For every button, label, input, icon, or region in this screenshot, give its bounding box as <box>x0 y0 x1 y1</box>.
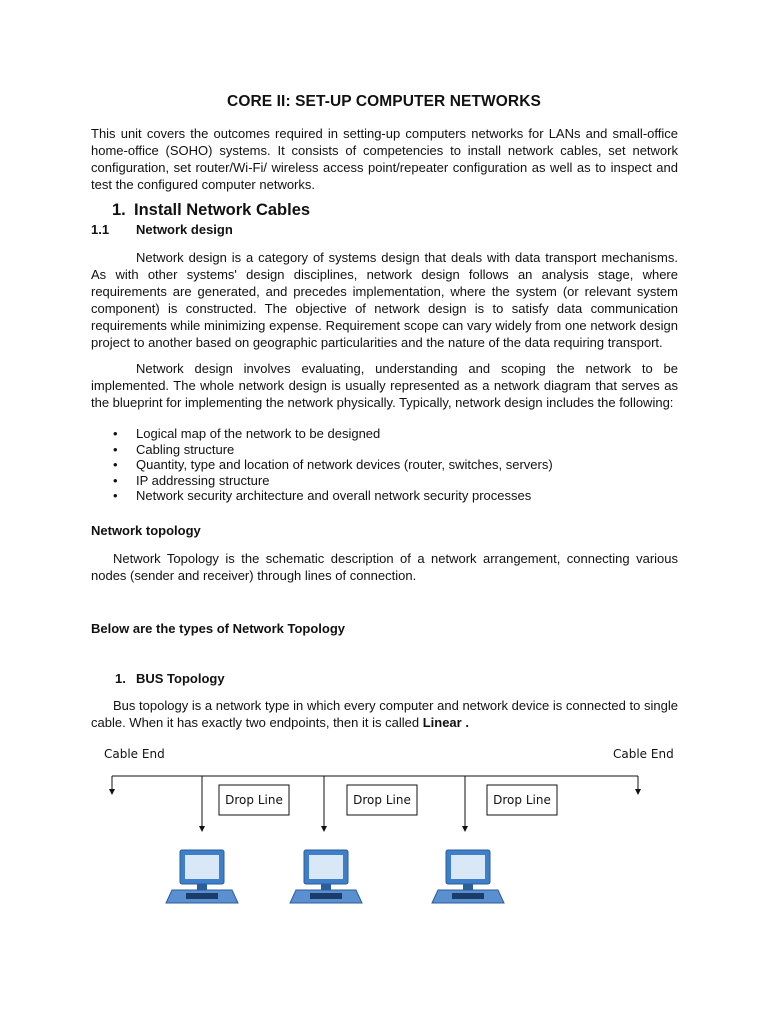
types-heading: Below are the types of Network Topology <box>91 621 346 636</box>
section-heading <box>112 201 310 220</box>
bus-linear-term: Linear . <box>422 715 469 730</box>
bus-heading <box>115 671 225 686</box>
subsection-title: Network design <box>136 222 233 237</box>
bus-title: BUS Topology <box>136 671 225 686</box>
drop-line-label: Drop Line <box>353 793 411 807</box>
list-item: • IP addressing structure <box>113 473 553 489</box>
section-number: 1. <box>112 201 126 219</box>
section-title: Install Network Cables <box>134 201 311 219</box>
drop-line-label: Drop Line <box>225 793 283 807</box>
drop-line-label: Drop Line <box>493 793 551 807</box>
topology-paragraph: Network Topology is the schematic description of a network arrangement, connecting various nodes (sender and receiver) through lines of connection. <box>91 551 678 583</box>
list-item: • Cabling structure <box>113 442 553 458</box>
computer-icon <box>290 850 362 903</box>
list-item: • Network security architecture and overall network security processes <box>113 488 553 504</box>
design-paragraph-1: Network design is a category of systems design that deals with data transport mechanisms. As with other systems' design disciplines, network design follows an analysis stage, where requirements are generated, and precedes implementation, where the system (or relevant system component) is constructed. The objective of network design is to satisfy data communication requirements while minimizing expense. Requirement scope can vary widely from one network design project to another based on geographic particularities and the nature of the data requiring transport. <box>91 250 678 350</box>
bus-text: Bus topology is a network type in which every computer and network device is connected to single cable. When it has exactly two endpoints, then it is called <box>91 698 678 730</box>
subsection-heading <box>91 222 233 237</box>
computer-icon <box>166 850 238 903</box>
list-item: • Quantity, type and location of network devices (router, switches, servers) <box>113 457 553 473</box>
subsection-number: 1.1 <box>91 222 110 237</box>
cable-end-right-label: Cable End <box>613 747 674 761</box>
topology-heading: Network topology <box>91 523 201 538</box>
page-title: CORE II: SET-UP COMPUTER NETWORKS <box>227 93 541 110</box>
bus-topology-diagram <box>0 740 768 920</box>
bus-number: 1. <box>115 671 126 686</box>
design-paragraph-2: Network design involves evaluating, understanding and scoping the network to be implemented. The whole network design is usually represented as a network diagram that serves as the blueprint for implementing the network physically. Typically, network design includes the following: <box>91 361 678 410</box>
computer-icon <box>432 850 504 903</box>
bus-paragraph <box>91 697 678 731</box>
intro-paragraph: This unit covers the outcomes required in setting-up computers networks for LANs and small-office home-office (SOHO) systems. It consists of competencies to install network cables, set network configuration, set router/Wi-Fi/ wireless access point/repeater configuration as well as to inspect and test the configured computer networks. <box>91 126 678 192</box>
cable-end-left-label: Cable End <box>104 747 165 761</box>
list-item: • Logical map of the network to be designed <box>113 426 553 442</box>
design-list <box>113 426 553 504</box>
